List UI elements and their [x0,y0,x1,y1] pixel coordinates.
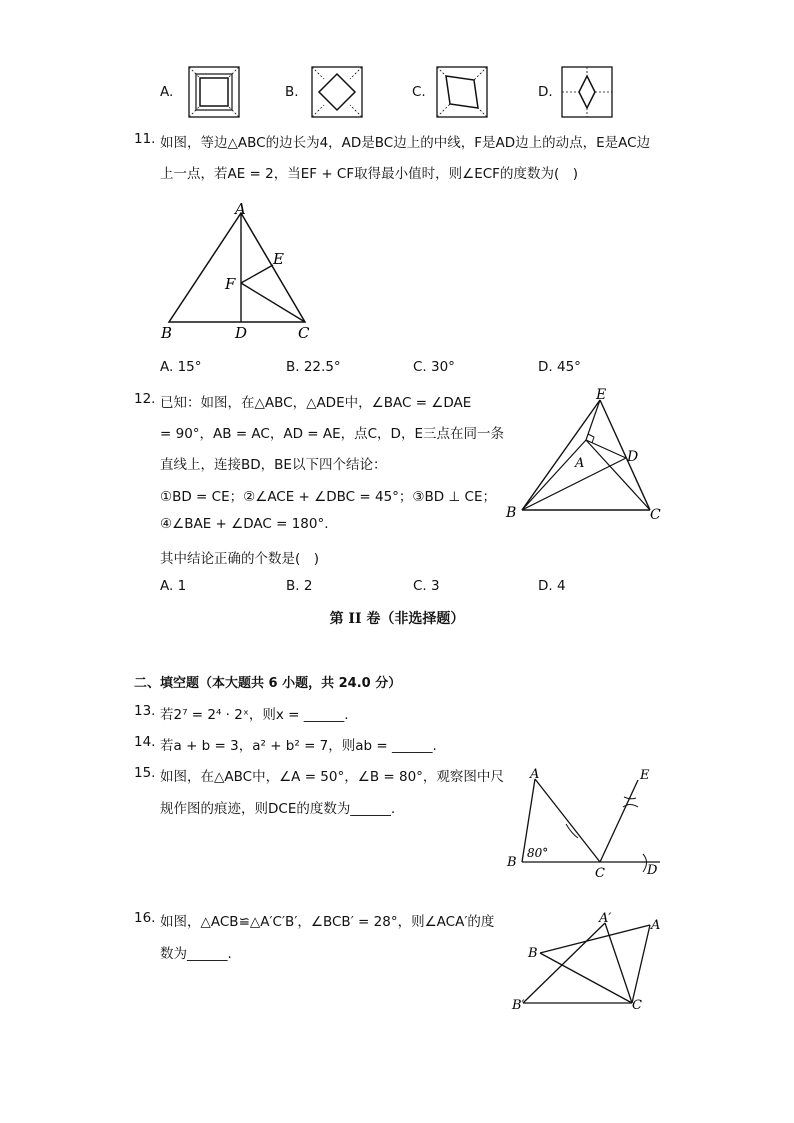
q12-option-c: C. 3 [413,578,440,594]
q12-option-a: A. 1 [160,578,187,594]
q10-option-b-label: B. [285,84,299,100]
q11-option-c: C. 30° [413,359,455,375]
q15-number: 15. [134,765,156,781]
label-c: C [298,324,310,342]
label-e: E [273,250,284,268]
segment-fc [241,283,305,322]
q16-stem-line2: 数为______. [160,946,232,962]
q10-option-a-figure [188,66,240,118]
q13-number: 13. [134,703,156,719]
q13-stem: 若2⁷ = 2⁴ · 2ˣ，则x = ______. [160,707,349,723]
q12-stem-line6: 其中结论正确的个数是( ) [160,551,320,567]
label-d: D [627,449,639,465]
q12-figure [500,385,670,525]
label-a: A [530,767,540,782]
q12-option-b: B. 2 [286,578,313,594]
q16-figure [505,905,670,1020]
q16-number: 16. [134,910,156,926]
q10-option-c-label: C. [412,84,426,100]
label-a: A [235,200,246,218]
q15-figure [500,762,670,882]
q11-option-d: D. 45° [538,359,581,375]
label-c: C [650,507,661,523]
q16-stem-line1: 如图，△ACB≌△A′C′B′，∠BCB′ = 28°，则∠ACA′的度 [160,914,495,930]
label-b: B [528,946,538,961]
part2-title: 第 II 卷（非选择题） [329,611,465,627]
label-angle-80: 80° [527,846,549,860]
label-e: E [640,768,650,783]
q10-option-c-figure [436,66,488,118]
q11-figure [155,198,325,343]
q10-option-a-label: A. [160,84,174,100]
label-b: B [161,324,173,342]
label-a: A [575,456,585,471]
q11-stem-line2: 上一点，若AE = 2，当EF + CF取得最小值时，则∠ECF的度数为( ) [160,166,578,182]
q14-number: 14. [134,734,156,750]
label-c: C [632,998,642,1013]
q12-option-d: D. 4 [538,578,566,594]
q10-option-d-figure [561,66,613,118]
label-b: B [506,505,517,521]
label-e: E [596,387,607,403]
q14-stem: 若a + b = 3，a² + b² = 7，则ab = ______. [160,738,437,754]
q11-option-a: A. 15° [160,359,202,375]
label-a: A [651,918,661,933]
q12-stem-line5: ④∠BAE + ∠DAC = 180°. [160,516,329,532]
q10-option-b-figure [311,66,363,118]
q12-stem-line2: = 90°，AB = AC，AD = AE，点C，D，E三点在同一条 [160,426,504,442]
label-b: B [507,855,517,870]
q12-stem-line4: ①BD = CE；②∠ACE + ∠DBC = 45°；③BD ⊥ CE； [160,489,496,505]
q11-stem-line1: 如图，等边△ABC的边长为4，AD是BC边上的中线，F是AD边上的动点，E是AC边 [160,135,651,151]
q11-number: 11. [134,131,156,147]
section2-heading: 二、填空题（本大题共 6 小题，共 24.0 分） [134,676,402,691]
label-d: D [647,863,658,878]
q11-option-b: B. 22.5° [286,359,341,375]
q10-option-d-label: D. [538,84,553,100]
q12-number: 12. [134,391,156,407]
q15-stem-line1: 如图，在△ABC中，∠A = 50°，∠B = 80°，观察图中尺 [160,769,504,785]
label-f: F [225,275,236,293]
segment-fe [241,265,273,283]
label-b-prime: B′ [512,998,525,1013]
label-a-prime: A′ [599,911,612,926]
label-c: C [595,866,605,881]
label-d: D [235,324,248,342]
triangle-abc [169,213,305,322]
q12-stem-line1: 已知：如图，在△ABC，△ADE中，∠BAC = ∠DAE [160,395,472,411]
q15-stem-line2: 规作图的痕迹，则DCE的度数为______. [160,801,396,817]
q12-stem-line3: 直线上，连接BD，BE以下四个结论： [160,457,387,473]
